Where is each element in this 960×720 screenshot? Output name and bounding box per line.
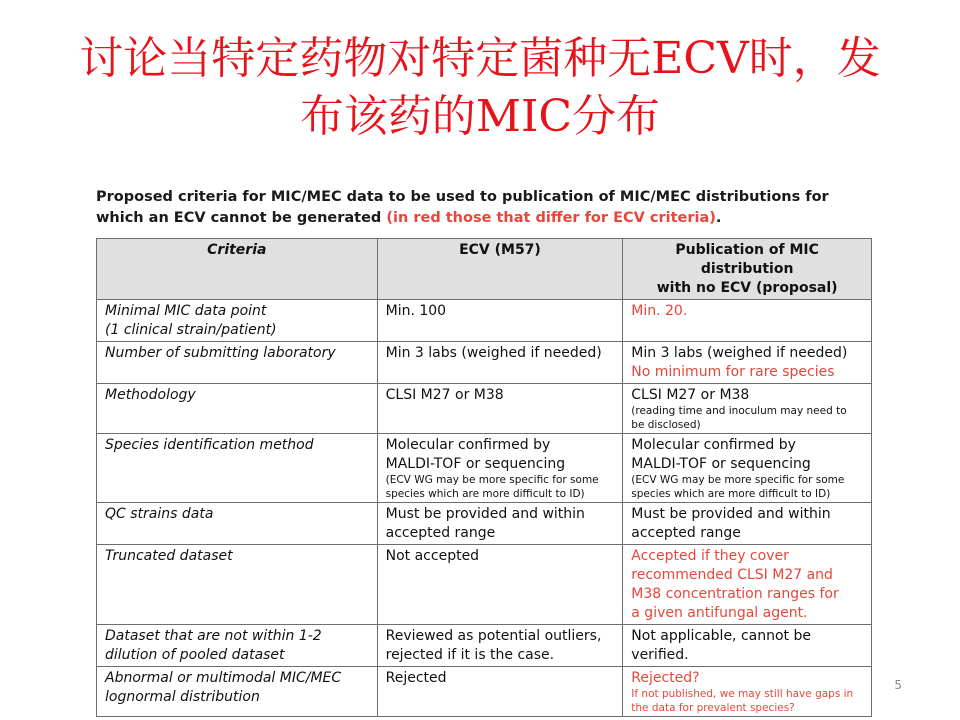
publication-cell (623, 625, 872, 667)
title-line-2: 布该药的MIC分布 (299, 91, 661, 142)
ecv-cell: CLSI M27 or M38 (377, 384, 623, 434)
criteria-cell (97, 300, 378, 342)
caption-end: . (715, 210, 722, 226)
criteria-cell: QC strains data (97, 503, 378, 545)
page-number: 5 (894, 678, 902, 692)
header-publication-line-2: with no ECV (proposal) (656, 280, 838, 296)
publication-line-1: Must be provided and within (631, 506, 831, 522)
ecv-cell (377, 503, 623, 545)
publication-red-line-4: a given antifungal agent. (631, 605, 808, 621)
header-criteria: Criteria (97, 239, 378, 300)
criteria-line-1: Dataset that are not within 1-2 (105, 628, 322, 644)
table-row (97, 503, 872, 545)
table-row (97, 625, 872, 667)
header-publication (623, 239, 872, 300)
ecv-note: (ECV WG may be more specific for some species which are more difficult to ID) (385, 474, 599, 500)
table-row (97, 667, 872, 717)
publication-text: Min 3 labs (weighed if needed) (631, 345, 848, 361)
ecv-line-1: Reviewed as potential outliers, (385, 628, 602, 644)
table-row (97, 300, 872, 342)
ecv-cell: Min 3 labs (weighed if needed) (377, 342, 623, 384)
ecv-cell (377, 625, 623, 667)
publication-cell (623, 434, 872, 503)
ecv-cell: Min. 100 (377, 300, 623, 342)
criteria-line-2: dilution of pooled dataset (105, 647, 285, 663)
publication-red-line-1: Accepted if they cover (631, 548, 789, 564)
criteria-line-2: lognormal distribution (105, 689, 260, 705)
criteria-table (96, 238, 872, 717)
table-caption (96, 187, 876, 229)
criteria-line-2: (1 clinical strain/patient) (105, 322, 277, 338)
publication-line-2: MALDI-TOF or sequencing (631, 456, 811, 472)
publication-cell (623, 300, 872, 342)
criteria-cell: Methodology (97, 384, 378, 434)
criteria-line-1: Abnormal or multimodal MIC/MEC (105, 670, 342, 686)
ecv-line-1: Must be provided and within (385, 506, 585, 522)
publication-red-text: No minimum for rare species (631, 364, 835, 380)
ecv-cell: Not accepted (377, 545, 623, 625)
ecv-cell (377, 434, 623, 503)
publication-cell (623, 545, 872, 625)
criteria-cell: Species identification method (97, 434, 378, 503)
header-publication-line-1: Publication of MIC distribution (675, 242, 819, 277)
publication-line-2: accepted range (631, 525, 741, 541)
publication-cell (623, 384, 872, 434)
slide-title (20, 30, 940, 146)
criteria-line-1: Minimal MIC data point (105, 303, 267, 319)
ecv-line-1: Molecular confirmed by (385, 437, 551, 453)
title-line-1: 讨论当特定药物对特定菌种无ECV时，发 (79, 33, 881, 84)
publication-cell (623, 342, 872, 384)
ecv-cell: Rejected (377, 667, 623, 717)
table-row (97, 545, 872, 625)
criteria-cell (97, 667, 378, 717)
publication-text: CLSI M27 or M38 (631, 387, 750, 403)
criteria-cell: Number of submitting laboratory (97, 342, 378, 384)
publication-red-note: If not published, we may still have gaps in the data for prevalent species? (631, 688, 854, 714)
publication-cell (623, 503, 872, 545)
table-header-row (97, 239, 872, 300)
caption-red-text: (in red those that differ for ECV criteria) (386, 210, 716, 226)
table-row (97, 434, 872, 503)
ecv-line-2: rejected if it is the case. (385, 647, 555, 663)
ecv-line-2: MALDI-TOF or sequencing (385, 456, 566, 472)
publication-red-text: Min. 20. (631, 303, 688, 319)
table-row (97, 384, 872, 434)
publication-cell (623, 667, 872, 717)
criteria-cell: Truncated dataset (97, 545, 378, 625)
ecv-line-2: accepted range (385, 525, 496, 541)
publication-note: (reading time and inoculum may need to be disclosed) (631, 405, 847, 431)
publication-red-line-2: recommended CLSI M27 and (631, 567, 833, 583)
criteria-cell (97, 625, 378, 667)
publication-line-1: Not applicable, cannot be (631, 628, 811, 644)
publication-red-line-3: M38 concentration ranges for (631, 586, 839, 602)
publication-note: (ECV WG may be more specific for some species which are more difficult to ID) (631, 474, 845, 500)
table-row (97, 342, 872, 384)
publication-red-text: Rejected? (631, 670, 700, 686)
publication-line-2: verified. (631, 647, 689, 663)
caption-text: Proposed criteria for MIC/MEC data to be used to publication of MIC/MEC distributions for which an ECV cannot be generated (96, 189, 829, 226)
header-ecv: ECV (M57) (377, 239, 623, 300)
publication-line-1: Molecular confirmed by (631, 437, 796, 453)
